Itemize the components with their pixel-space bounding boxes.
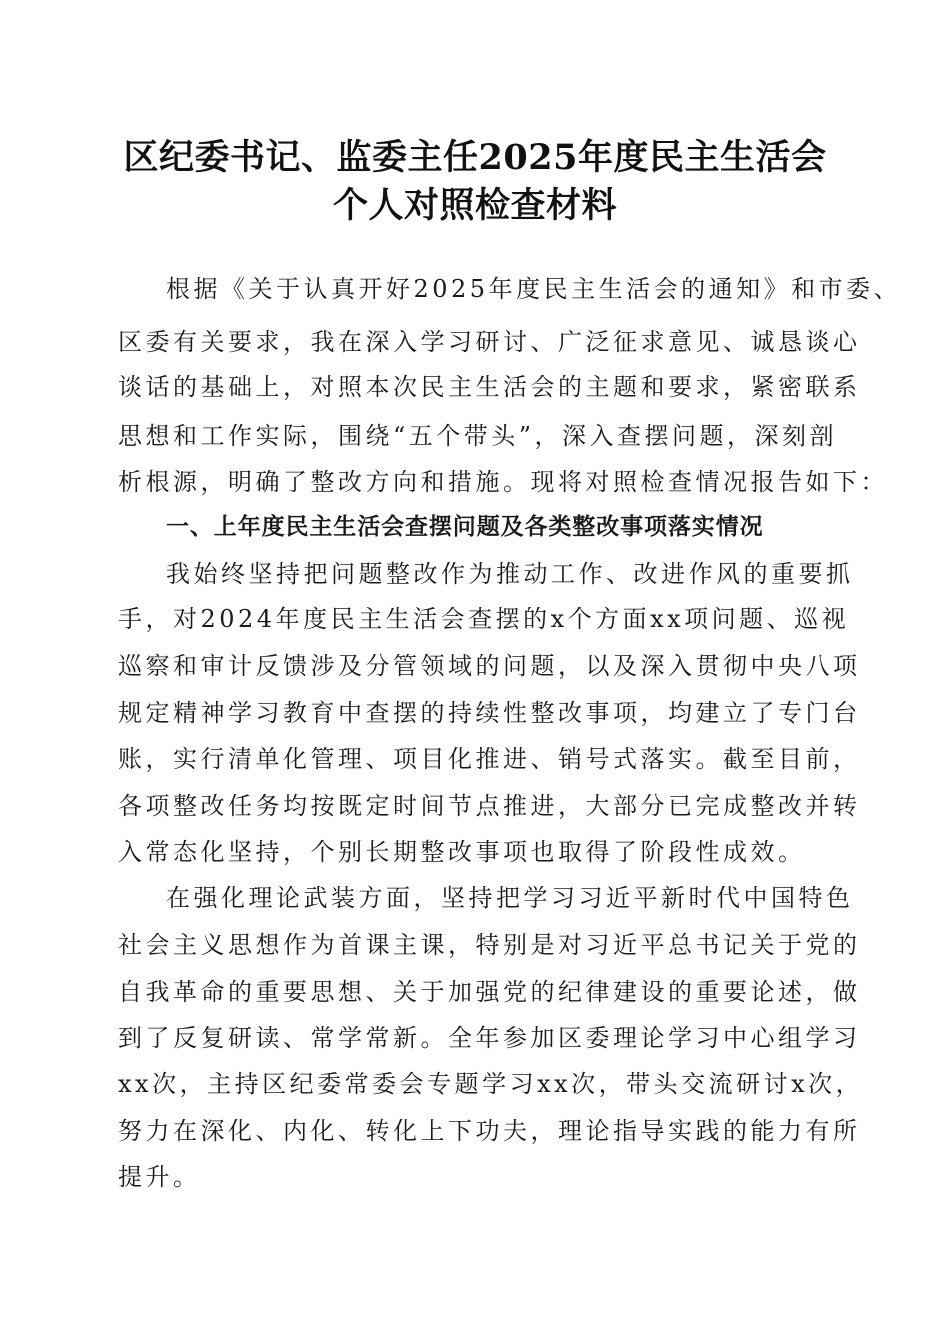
p3-line-2: 社会主义思想作为首课主课，特别是对习近平总书记关于党的	[118, 931, 861, 959]
p2-line-6: 各项整改任务均按既定时间节点推进，大部分已完成整改并转	[118, 792, 861, 820]
intro-line-3: 谈话的基础上，对照本次民主生活会的主题和要求，紧密联系	[118, 373, 861, 401]
p3-line-4: 到了反复研读、常学常新。全年参加区委理论学习中心组学习	[118, 1024, 861, 1052]
p2-line-4: 规定精神学习教育中查摆的持续性整改事项，均建立了专门台	[118, 699, 861, 727]
p3-line-5: xx次，主持区纪委常委会专题学习xx次，带头交流研讨x次，	[118, 1070, 864, 1098]
document-title-line-2: 个人对照检查材料	[332, 185, 617, 226]
intro-line-1: 根据《关于认真开好2025年度民主生活会的通知》和市委、	[166, 275, 902, 303]
p3-line-7: 提升。	[118, 1163, 201, 1191]
p3-line-3: 自我革命的重要思想、关于加强党的纪律建设的重要论述，做	[118, 978, 861, 1006]
p3-line-6: 努力在深化、内化、转化上下功夫，理论指导实践的能力有所	[118, 1117, 861, 1145]
p2-line-2: 手，对2024年度民主生活会查摆的x个方面xx项问题、巡视	[118, 605, 850, 633]
intro-line-5: 析根源，明确了整改方向和措施。现将对照检查情况报告如下：	[118, 468, 888, 496]
p3-line-1: 在强化理论武装方面，坚持把学习习近平新时代中国特色	[166, 884, 854, 912]
p2-line-1: 我始终坚持把问题整改作为推动工作、改进作风的重要抓	[166, 560, 854, 588]
intro-line-2: 区委有关要求，我在深入学习研讨、广泛征求意见、诚恳谈心	[118, 328, 861, 356]
p2-line-5: 账，实行清单化管理、项目化推进、销号式落实。截至目前，	[118, 745, 861, 773]
p2-line-3: 巡察和审计反馈涉及分管领域的问题，以及深入贯彻中央八项	[118, 652, 861, 680]
section-heading: 一、上年度民主生活会查摆问题及各类整改事项落实情况	[166, 514, 764, 540]
p2-line-7: 入常态化坚持，个别长期整改事项也取得了阶段性成效。	[118, 838, 806, 866]
document-title-line-1: 区纪委书记、监委主任2025年度民主生活会	[123, 137, 827, 178]
intro-line-4: 思想和工作实际，围绕“五个带头”，深入查摆问题，深刻剖	[118, 422, 838, 450]
